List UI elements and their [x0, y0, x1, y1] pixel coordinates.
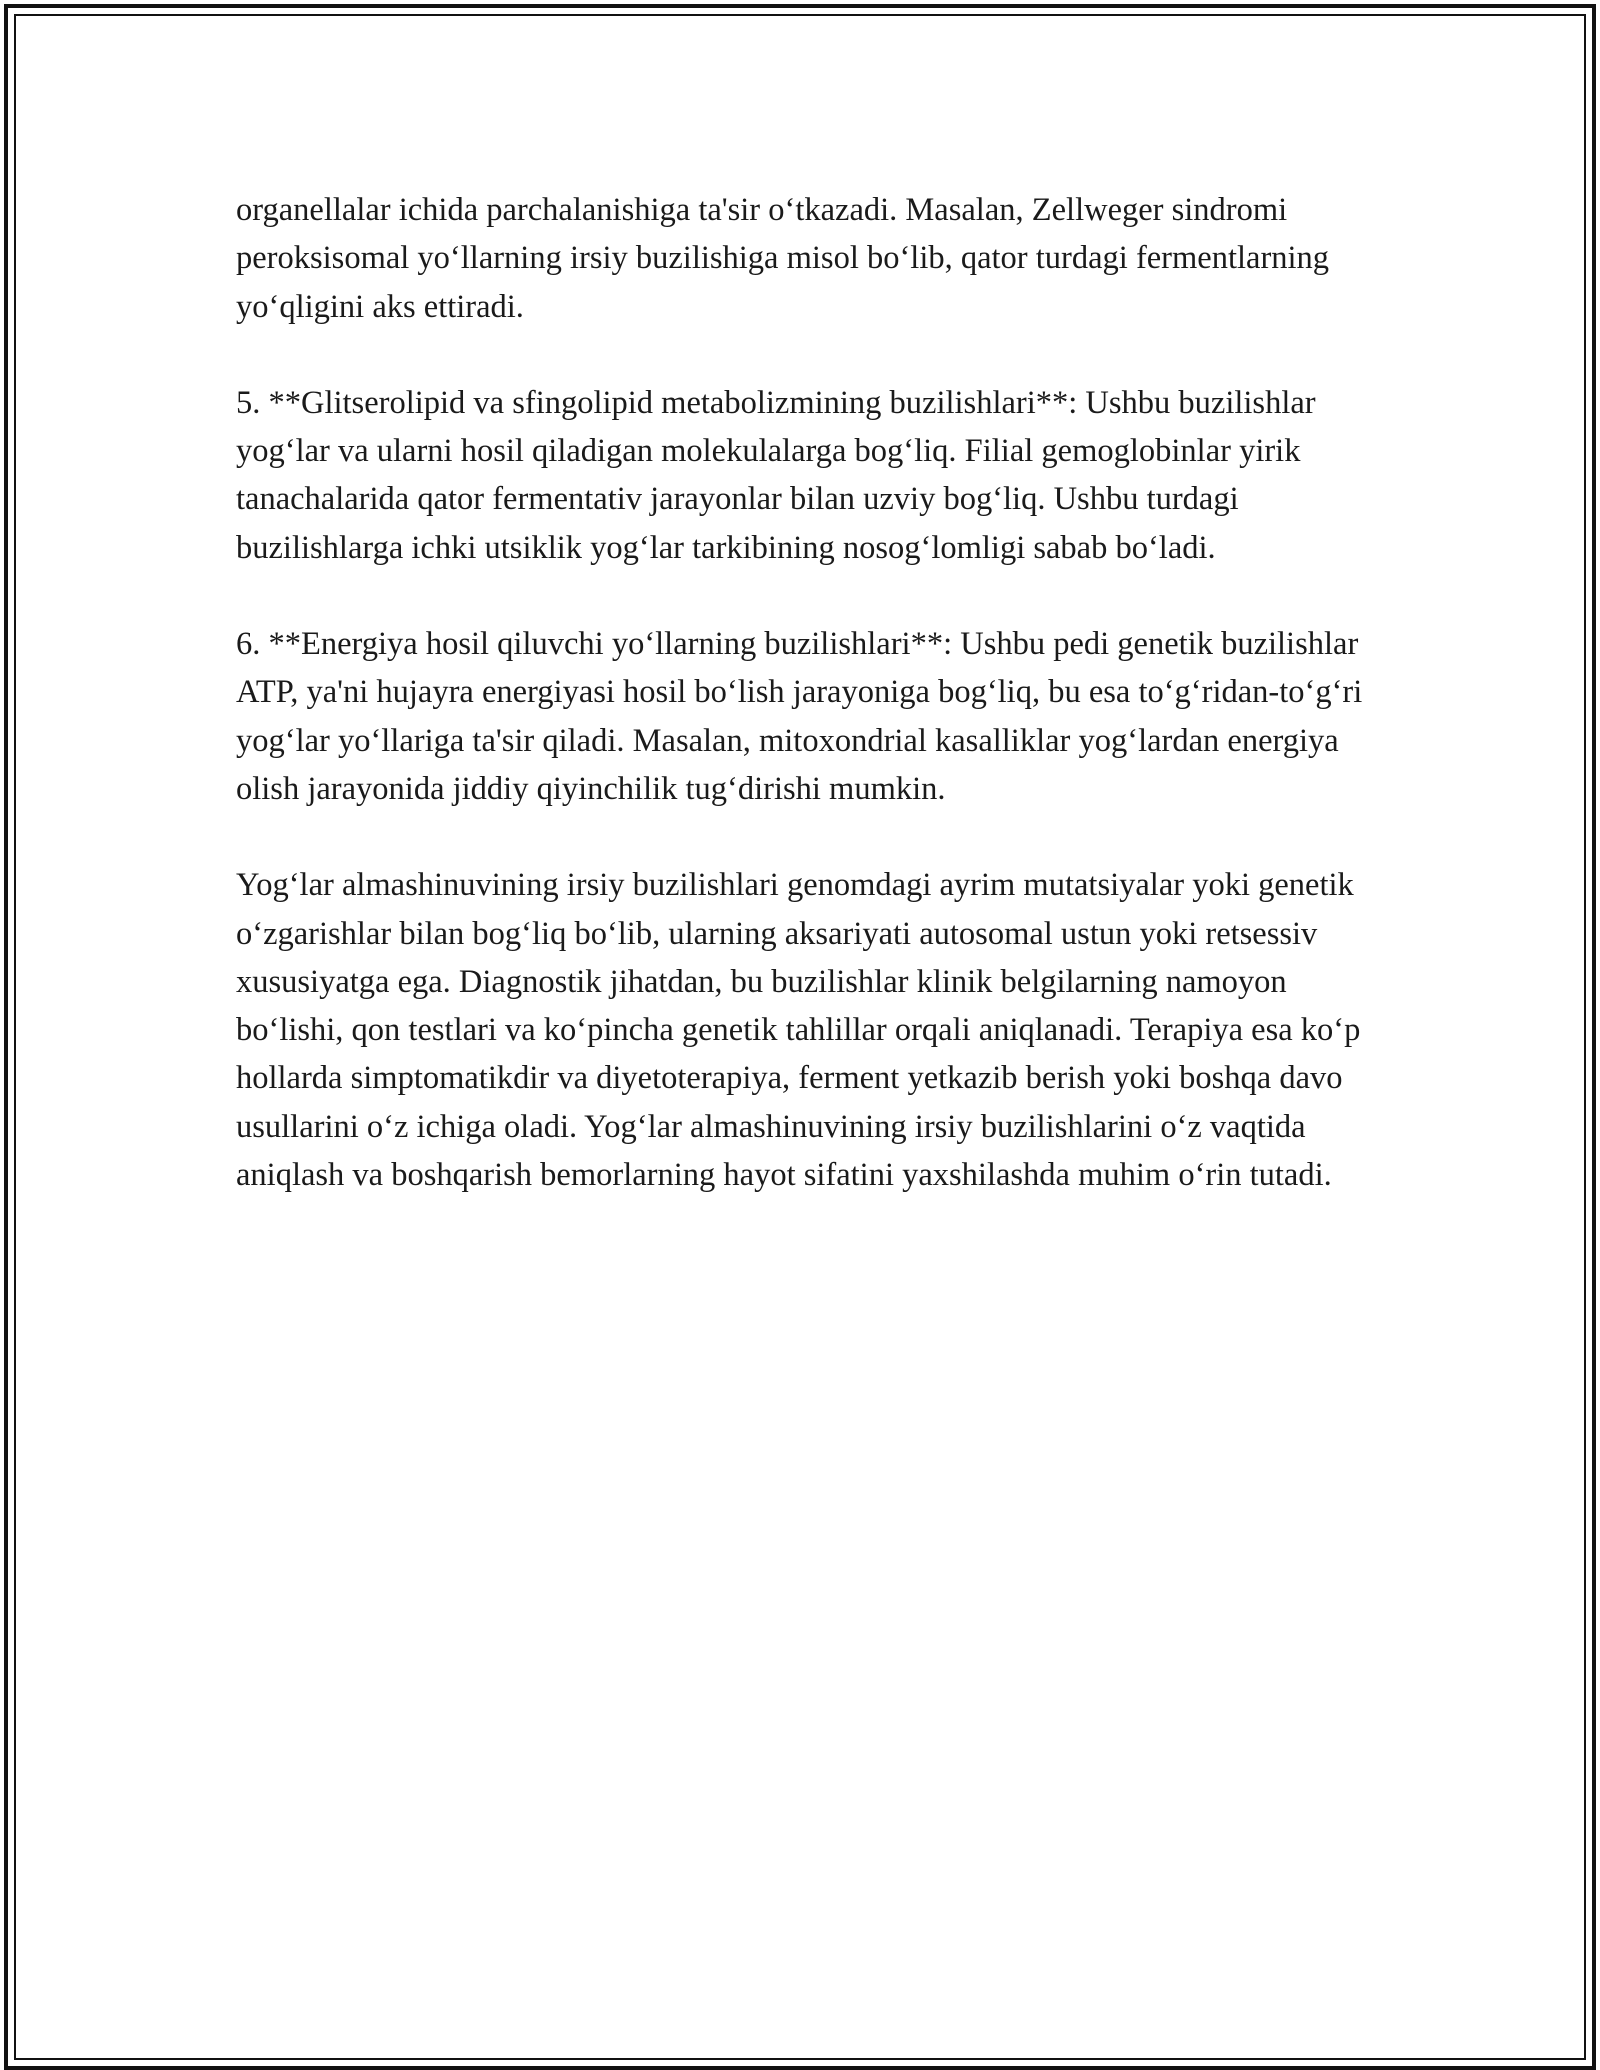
document-body — [236, 186, 1366, 1247]
paragraph-glycerolipid-sphingolipid: 5. **Glitserolipid va sfingolipid metabolizmining buzilishlari**: Ushbu buzilishlar yog‘lar va ularni hosil qiladigan molekulalarga bog‘liq. Filial gemoglobinlar yirik tanachalarida qator fermentativ jarayonlar bilan uzviy bog‘liq. Ushbu turdagi buzilishlarga ichki utsiklik yog‘lar tarkibining nosog‘lomligi sabab bo‘ladi. — [236, 384, 1316, 566]
paragraph-energy-pathways: 6. **Energiya hosil qiluvchi yo‘llarning buzilishlari**: Ushbu pedi genetik buzilishlar ATP, ya'ni hujayra energiyasi hosil bo‘lish jarayoniga bog‘liq, bu esa to‘g‘ridan-to‘g‘ri yog‘lar yo‘llariga ta'sir qiladi. Masalan, mitoxondrial kasalliklar yog‘lardan energiya olish jarayonida jiddiy qiyinchilik tug‘dirishi mumkin. — [236, 626, 1363, 807]
paragraph-conclusion: Yog‘lar almashinuvining irsiy buzilishlari genomdagi ayrim mutatsiyalar yoki genetik o‘zgarishlar bilan bog‘liq bo‘lib, ularning aksariyati autosomal ustun yoki retsessiv xususiyatga ega. Diagnostik jihatdan, bu buzilishlar klinik belgilarning namoyon bo‘lishi, qon testlari va ko‘pincha genetik tahlillar orqali aniqlanadi. Terapiya esa ko‘p hollarda simptomatikdir va diyetoterapiya, ferment yetkazib berish yoki boshqa davo usullarini o‘z ichiga oladi. Yog‘lar almashinuvining irsiy buzilishlarini o‘z vaqtida aniqlash va boshqarish bemorlarning hayot sifatini yaxshilashda muhim o‘rin tutadi. — [236, 867, 1361, 1194]
paragraph-peroxisomal: organellalar ichida parchalanishiga ta'sir o‘tkazadi. Masalan, Zellweger sindromi peroksisomal yo‘llarning irsiy buzilishiga misol bo‘lib, qator turdagi fermentlarning yo‘qligini aks ettiradi. — [236, 192, 1330, 325]
